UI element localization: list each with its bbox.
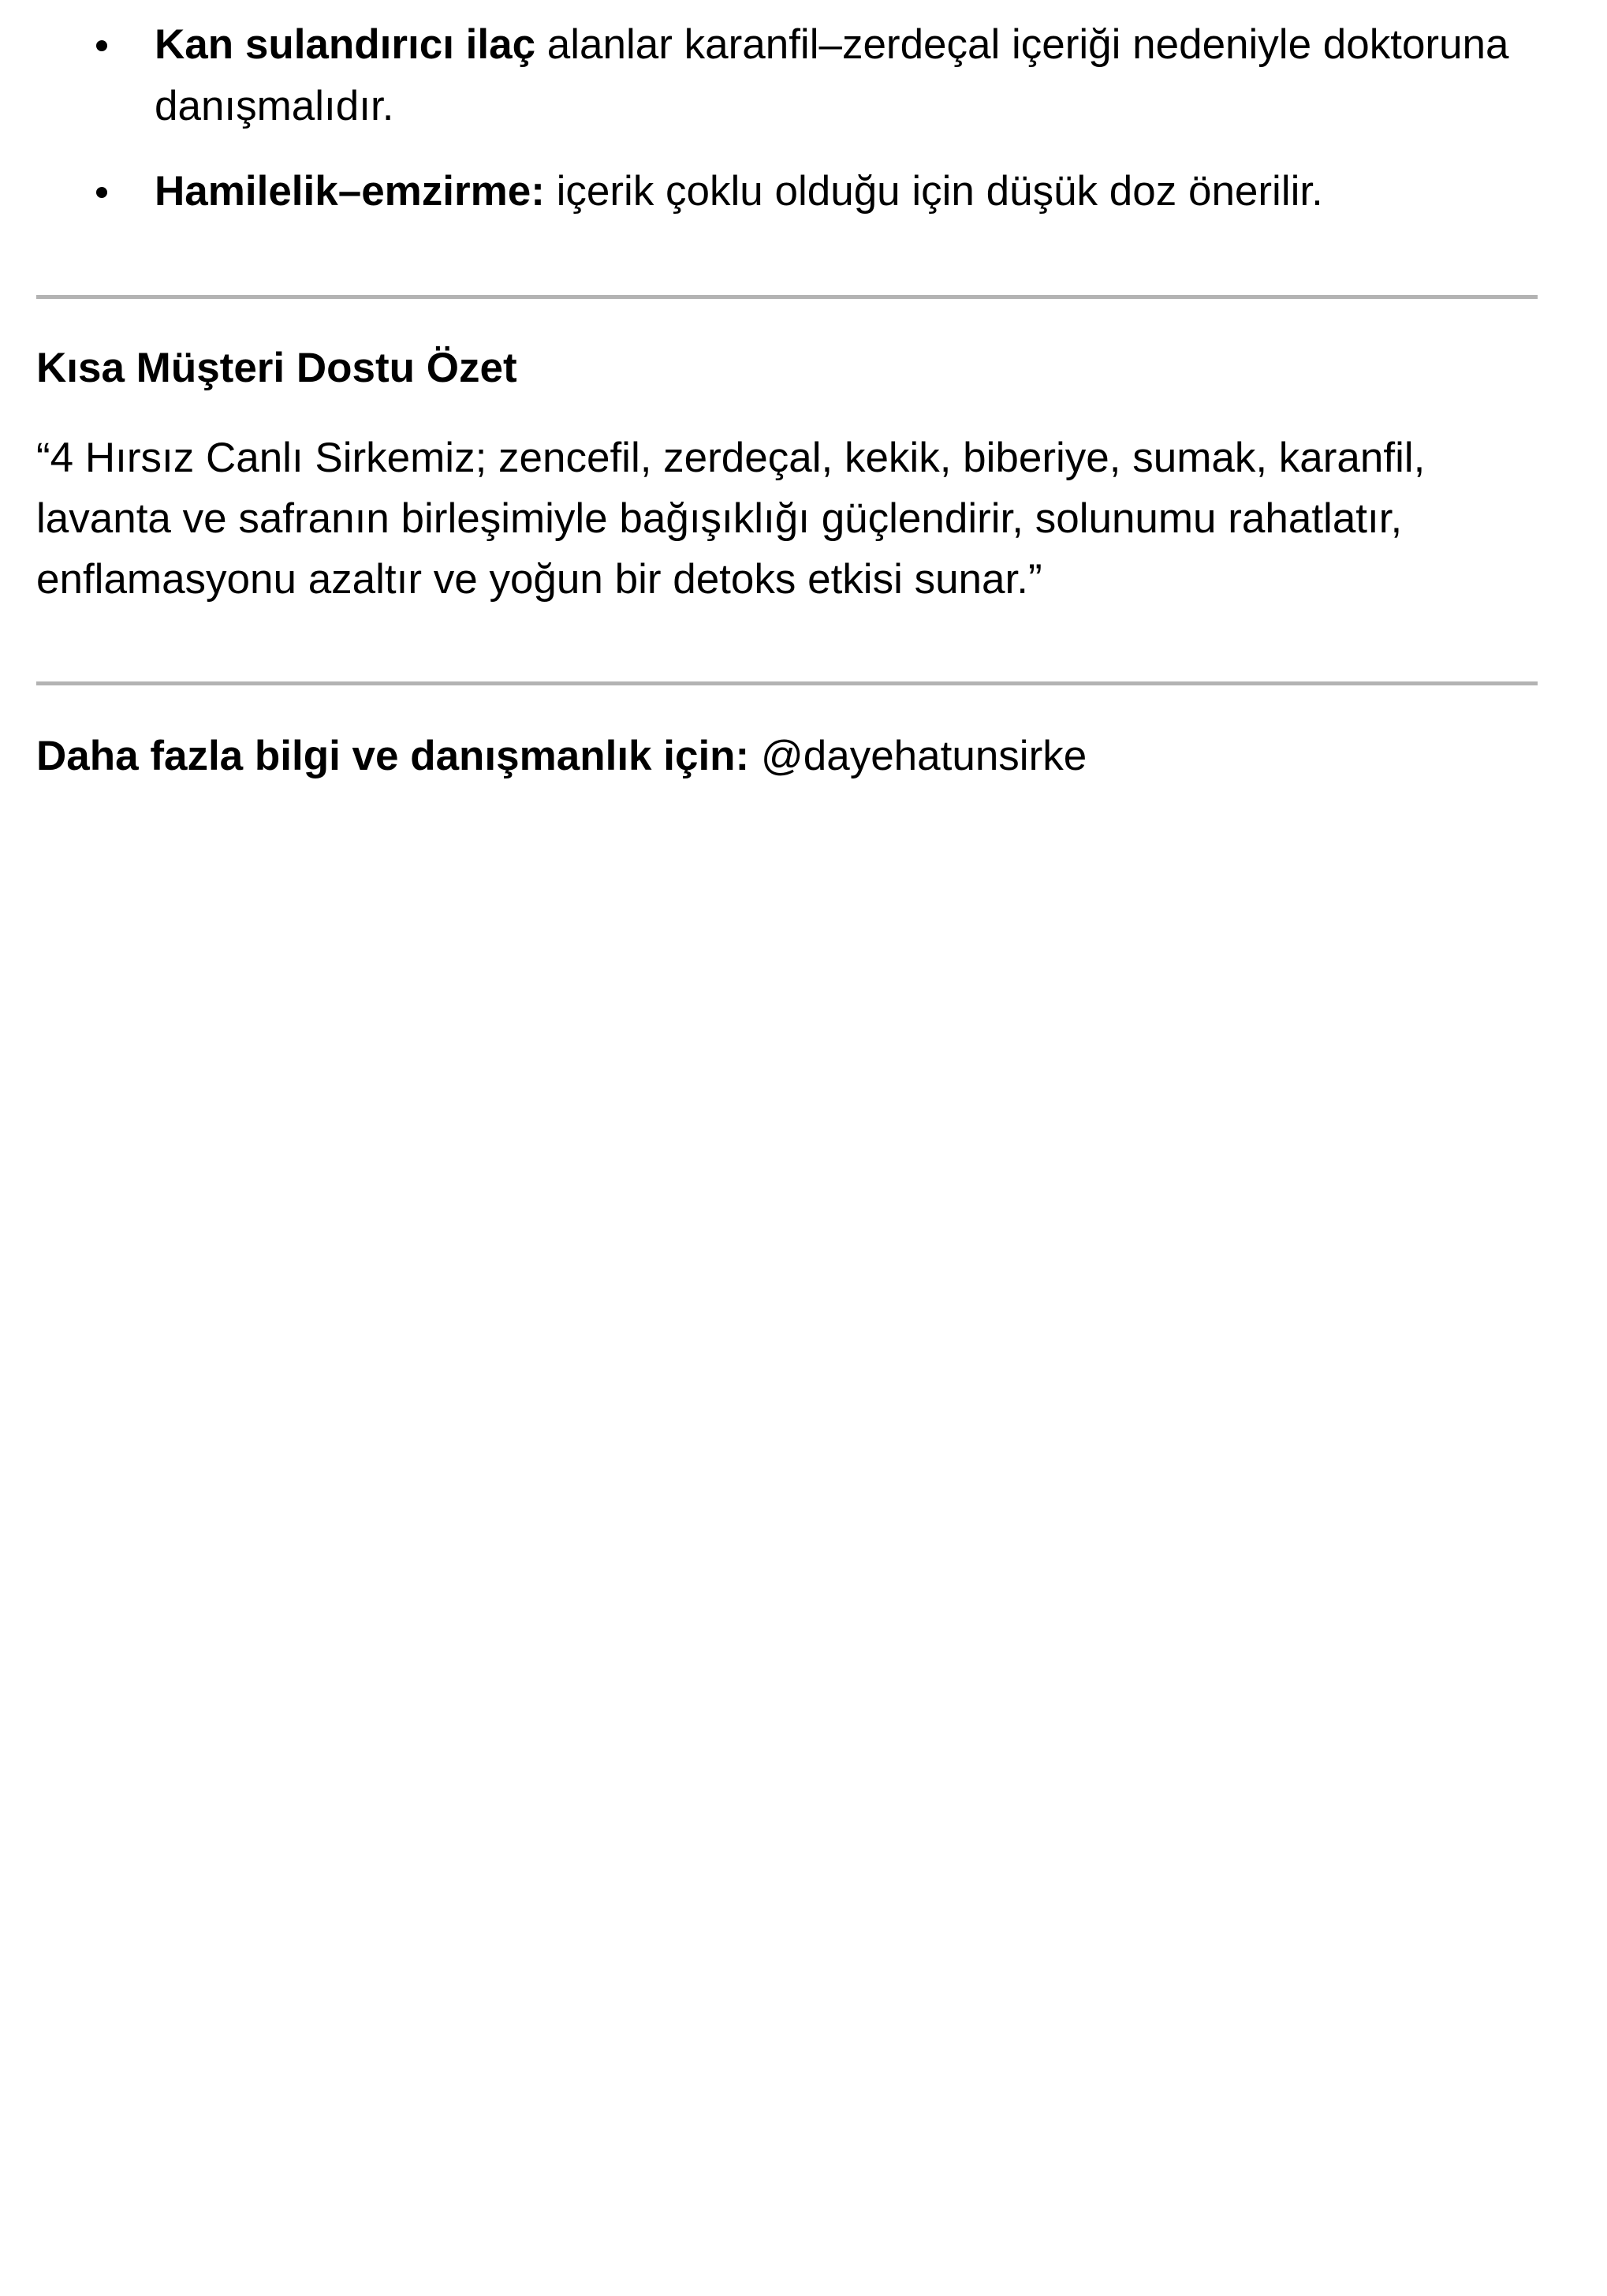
bullet-icon (96, 40, 107, 51)
summary-heading: Kısa Müşteri Dostu Özet (36, 345, 517, 391)
warning-text: içerik çoklu olduğu için düşük doz önerilir. (544, 168, 1323, 215)
contact-label: Daha fazla bilgi ve danışmanlık için: (36, 733, 750, 779)
warning-title: Kan sulandırıcı ilaç (155, 21, 536, 68)
contact-handle: @dayehatunsirke (749, 733, 1087, 779)
warning-text: alanlar karanfil–zerdeçal içeriği nedeniyle doktoruna danışmalıdır. (155, 21, 1509, 129)
warnings-list (0, 14, 1607, 246)
section-divider (36, 295, 1538, 299)
contact-line (36, 729, 1534, 784)
section-divider (36, 681, 1538, 685)
bullet-icon (96, 187, 107, 198)
warning-title: Hamilelik–emzirme: (155, 168, 545, 215)
list-item (0, 161, 1527, 222)
list-item (0, 14, 1527, 137)
summary-quote: “4 Hırsız Canlı Sirkemiz; zencefil, zerdeçal, kekik, biberiye, sumak, karanfil, lavanta ve safranın birleşimiyle bağışıklığı güçlendirir, solunumu rahatlatır, enflamasyonu azaltır ve yoğun bir detoks etkisi sunar.” (36, 435, 1426, 603)
